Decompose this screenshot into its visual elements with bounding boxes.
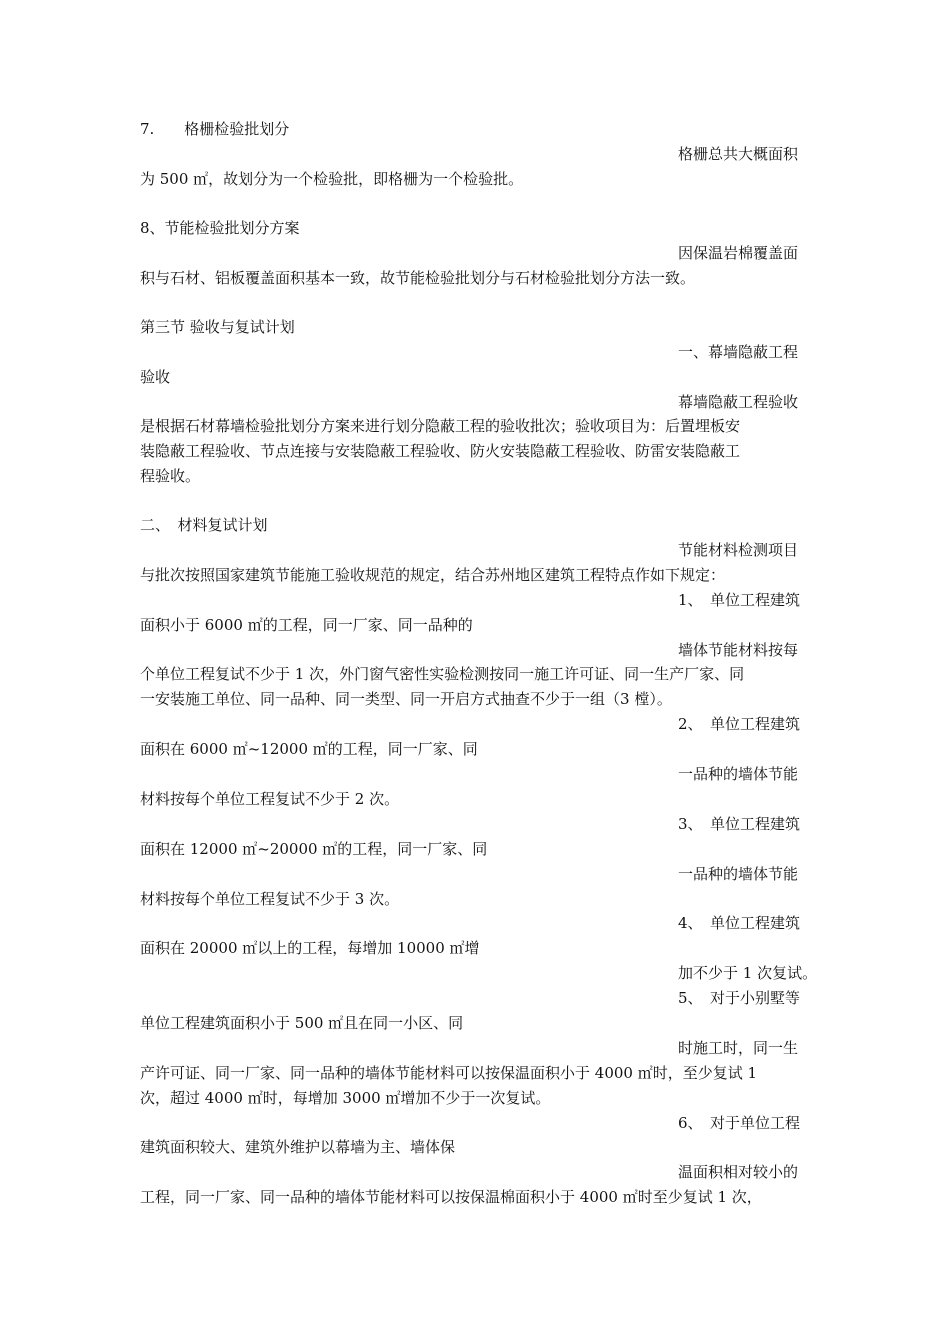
text-line: 6、 对于单位工程 bbox=[678, 1114, 801, 1132]
text-line: 一安装施工单位、同一品种、同一类型、同一开启方式抽查不少于一组（3 樘）。 bbox=[140, 690, 672, 708]
heading-material-retest: 二、 材料复试计划 bbox=[140, 516, 268, 534]
text-line: 节能材料检测项目 bbox=[678, 541, 799, 559]
text-line: 程验收。 bbox=[140, 467, 201, 485]
text-line: 材料按每个单位工程复试不少于 2 次。 bbox=[140, 790, 400, 808]
text-line: 3、 单位工程建筑 bbox=[678, 815, 801, 833]
text-line: 工程，同一厂家、同一品种的墙体节能材料可以按保温棉面积小于 4000 ㎡时至少复试 1 次， bbox=[140, 1188, 762, 1206]
text-line: 一、幕墙隐蔽工程 bbox=[678, 343, 799, 361]
text-line: 一品种的墙体节能 bbox=[678, 865, 799, 883]
text-line: 面积在 20000 ㎡以上的工程，每增加 10000 ㎡增 bbox=[140, 939, 480, 957]
text-line: 与批次按照国家建筑节能施工验收规范的规定，结合苏州地区建筑工程特点作如下规定： bbox=[140, 566, 726, 584]
text-line: 面积小于 6000 ㎡的工程，同一厂家、同一品种的 bbox=[140, 616, 473, 634]
text-line: 一品种的墙体节能 bbox=[678, 765, 799, 783]
text-line: 为 500 ㎡，故划分为一个检验批，即格栅为一个检验批。 bbox=[140, 170, 524, 188]
text-line: 面积在 6000 ㎡~12000 ㎡的工程，同一厂家、同 bbox=[140, 740, 478, 758]
text-line: 验收 bbox=[140, 368, 171, 386]
text-line: 加不少于 1 次复试。 bbox=[678, 964, 818, 982]
heading-energy-batch: 8、节能检验批划分方案 bbox=[140, 219, 300, 237]
text-line: 建筑面积较大、建筑外维护以幕墙为主、墙体保 bbox=[140, 1138, 456, 1156]
text-line: 幕墙隐蔽工程验收 bbox=[678, 393, 799, 411]
text-line: 材料按每个单位工程复试不少于 3 次。 bbox=[140, 890, 400, 908]
text-line: 4、 单位工程建筑 bbox=[678, 914, 801, 932]
text-line: 装隐蔽工程验收、节点连接与安装隐蔽工程验收、防火安装隐蔽工程验收、防雷安装隐蔽工 bbox=[140, 442, 741, 460]
text-line: 个单位工程复试不少于 1 次，外门窗气密性实验检测按同一施工许可证、同一生产厂家、同 bbox=[140, 665, 745, 683]
text-line: 是根据石材幕墙检验批划分方案来进行划分隐蔽工程的验收批次；验收项目为：后置埋板安 bbox=[140, 417, 741, 435]
heading-grille-batch: 7. 格栅检验批划分 bbox=[140, 120, 290, 138]
text-line: 温面积相对较小的 bbox=[678, 1163, 799, 1181]
text-line: 产许可证、同一厂家、同一品种的墙体节能材料可以按保温面积小于 4000 ㎡时，至少复试 1 bbox=[140, 1064, 758, 1082]
text-line: 墙体节能材料按每 bbox=[678, 641, 799, 659]
text-line: 格栅总共大概面积 bbox=[678, 145, 799, 163]
text-line: 面积在 12000 ㎡~20000 ㎡的工程，同一厂家、同 bbox=[140, 840, 488, 858]
text-line: 2、 单位工程建筑 bbox=[678, 715, 801, 733]
text-line: 因保温岩棉覆盖面 bbox=[678, 244, 799, 262]
text-line: 1、 单位工程建筑 bbox=[678, 591, 801, 609]
text-line: 时施工时，同一生 bbox=[678, 1039, 799, 1057]
section-title: 第三节 验收与复试计划 bbox=[140, 318, 295, 336]
text-line: 积与石材、铝板覆盖面积基本一致，故节能检验批划分与石材检验批划分方法一致。 bbox=[140, 269, 696, 287]
text-line: 次，超过 4000 ㎡时，每增加 3000 ㎡增加不少于一次复试。 bbox=[140, 1089, 551, 1107]
text-line: 单位工程建筑面积小于 500 ㎡且在同一小区、同 bbox=[140, 1014, 464, 1032]
text-line: 5、 对于小别墅等 bbox=[678, 989, 801, 1007]
